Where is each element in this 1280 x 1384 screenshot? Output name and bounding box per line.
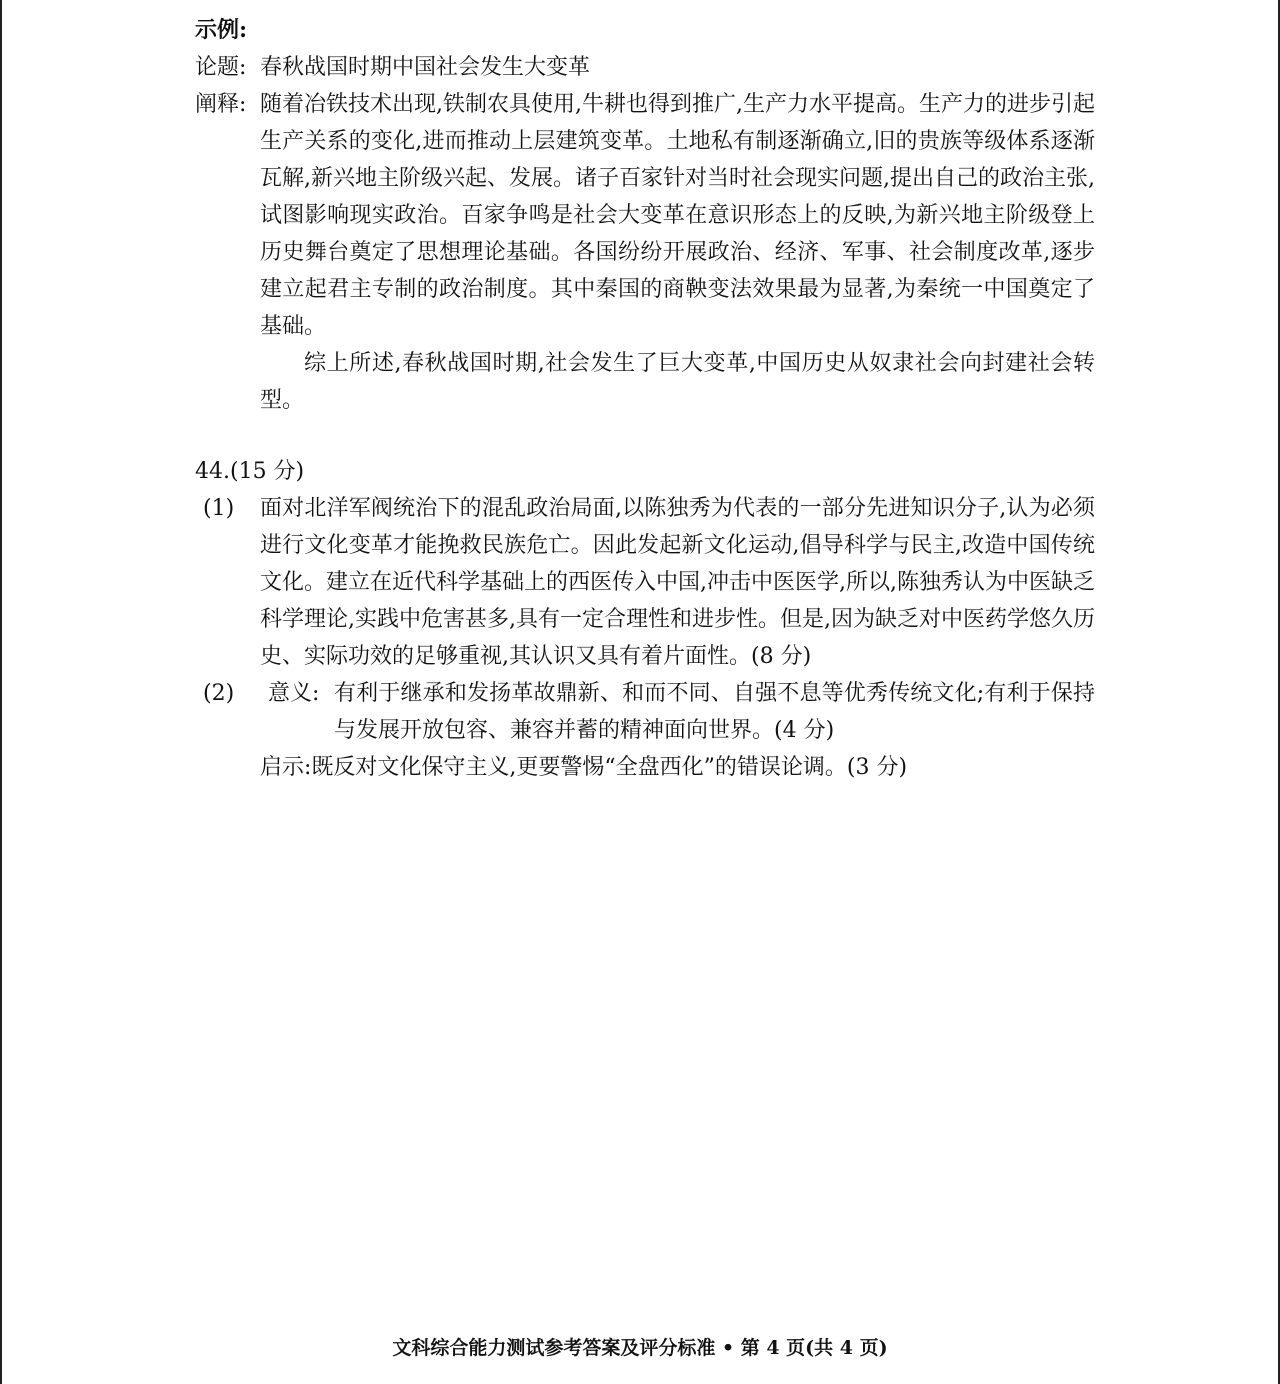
explanation-text: 随着冶铁技术出现,铁制农具使用,牛耕也得到推广,生产力水平提高。生产力的进步引起生产关系的变化,进而推动上层建筑变革。土地私有制逐渐确立,旧的贵族等级体系逐渐瓦解,新兴地主阶级兴起、发展。诸子百家针对当时社会现实问题,提出自己的政治主张,试图影响现实政治。百家争鸣是社会大变革在意识形态上的反映,为新兴地主阶级登上历史舞台奠定了思想理论基础。各国纷纷开展政治、经济、军事、社会制度改革,逐步建立起君主专制的政治制度。其中秦国的商鞅变法效果最为显著,为秦统一中国奠定了基础。 xyxy=(260,92,1095,339)
question-44-header: 44.(15 分) xyxy=(195,459,305,484)
hint-text: 启示:既反对文化保守主义,更要警惕“全盘西化”的错误论调。(3 分) xyxy=(260,755,908,780)
part-1-text: 面对北洋军阀统治下的混乱政治局面,以陈独秀为代表的一部分先进知识分子,认为必须进行文化变革才能挽救民族危亡。因此发起新文化运动,倡导科学与民主,改造中国传统文化。建立在近代科学基础上的西医传入中国,冲击中医医学,所以,陈独秀认为中医缺乏科学理论,实践中危害甚多,具有一定合理性和进步性。但是,因为缺乏对中医药学悠久历史、实际功效的足够重视,其认识又具有着片面性。(8 分) xyxy=(260,496,1095,669)
meaning-head: 意义: xyxy=(268,681,320,706)
topic-head: 论题: xyxy=(195,55,247,80)
meaning-row xyxy=(260,675,1095,749)
explanation-row xyxy=(195,86,1095,345)
question-44-part-2 xyxy=(195,675,1095,749)
question-44-part-1 xyxy=(195,490,1095,675)
topic-row xyxy=(195,49,1095,86)
part-2-head: (2) xyxy=(203,681,235,706)
page-footer: 文科综合能力测试参考答案及评分标准 • 第 4 页(共 4 页) xyxy=(392,1337,888,1359)
example-label: 示例: xyxy=(195,17,248,43)
meaning-text: 有利于继承和发扬革故鼎新、和而不同、自强不息等优秀传统文化;有利于保持与发展开放包容、兼容并蓄的精神面向世界。(4 分) xyxy=(334,681,1095,743)
topic-text: 春秋战国时期中国社会发生大变革 xyxy=(260,55,591,80)
part-2-body xyxy=(260,675,1095,749)
part-1-head: (1) xyxy=(203,496,235,521)
explanation-head: 阐释: xyxy=(195,92,247,117)
page-border-left xyxy=(0,0,2,1384)
explanation-summary: 综上所述,春秋战国时期,社会发生了巨大变革,中国历史从奴隶社会向封建社会转型。 xyxy=(260,351,1095,413)
answer-content xyxy=(195,12,1095,786)
